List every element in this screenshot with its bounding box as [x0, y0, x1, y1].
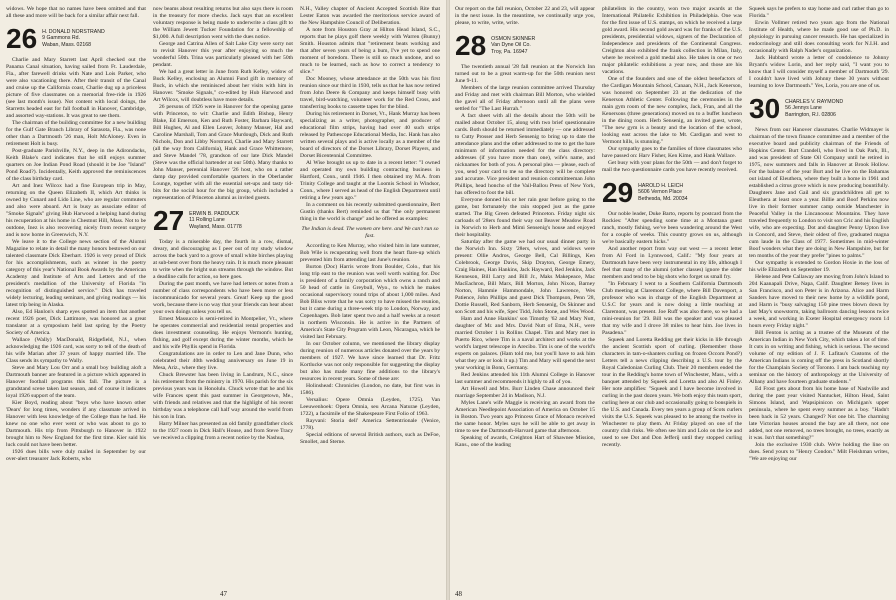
class-heading	[455, 30, 595, 61]
column-paragraph: Bill Fenton is acting as a trustee of the Museum of the American Indian in New York City, which takes a lot of time. It cuts in on writing and fishing, which is serious. The second volume of my edition of J. F. Lafitau's Customs of the American Indians is coming off the press in Scotland shortly for the Champlain Society of Toronto. I am back teaching my seminar on the history of anthropology at the University of Albany and have fourteen graduate students."	[749, 330, 889, 385]
column-paragraph: Speaking of awards, Creighton Hart of Shawnee Mission, Kans., one of the leading	[455, 435, 595, 448]
column-paragraph: Rayvani: Storia dell' America Settentrionale (Venice, 1778).	[300, 418, 440, 431]
column-paragraph: Congratulations are in order to Len and Jane Dunn, who celebrated their 40th wedding anniversary on June 19 in Mesa, Ariz., where they live.	[153, 351, 293, 371]
class-year-number: 29	[602, 177, 634, 208]
right-column-3	[749, 6, 889, 594]
column-paragraph: The chairman of the building committee for a new building for the Gulf Gate Branch Library of Sarasota, Fla., was none other than a Dartmouth '26 man, Holt McAloney. Even in retirement Holt is busy.	[6, 120, 146, 147]
right-column-2	[602, 6, 742, 594]
page-number-left: 47	[220, 590, 227, 598]
column-paragraph: One of the founders and one of the oldest benefactors of the Cardigan Mountain School, Canaan, N.H., Jack Kenerson, was honored on September 23 at the dedication of the Kenerson Athletic Center. Following the ceremonies in the main gym room of the new complex, Jack, Fran, and all the Kenersons (three generations) moved on to a buffet luncheon in the dining room. Herb Sensenig, an invited guest, wrote, "The new gym is a beauty and the location of the school, looking east across the lake to Mt. Cardigan and west to Vermont hills, is stunning."	[602, 76, 742, 145]
column-paragraph: Our sympathy is extended to Gordon Hoxie in the loss of his wife Elizabeth on September 19.	[749, 260, 889, 273]
column-paragraph: Red Jenkins attended his 11th Alumni College in Hanover last summer and recommends it highly to all of you.	[455, 372, 595, 385]
class-secretary-address	[189, 208, 242, 230]
right-page	[449, 0, 896, 600]
secretary-city: Troy, Pa. 16947	[491, 48, 528, 55]
left-column-2	[153, 6, 293, 594]
class-year-number: 26	[6, 23, 38, 54]
column-paragraph: Squeek and Loretta Redding get their kicks in life through the ancient Scottish sport of curling. (Remember those characters in tam-o-shanters curling on frozen Occom Pond?) Letters tell a news clipping describing a U.S. tour by the Royal Caledonian Curling Club. Their 20 members ended the tour in the Redding's home town of Winchester, Mass., with a banquet attended by Squeek and Loretta and also Al Finley. Her note amplifies: "Squeek and I have become involved in curling in the past dozen years. We both enjoy this team sport, curling here at our club and occasionally going to bonspiels in the U.S. and Canada. Every ten years a group of Scots curlers visits the U.S. Squeek was pleased to be among the twelve in Winchester to play them. At Friday played on one of the country club rinks. We often see him and Lolo on the ice and used to see Dot and Don Jefferij until they stopped curling recently.	[602, 337, 742, 448]
column-paragraph: Our sympathy goes to the families of three classmates who have passed on: Harv Fisher, Ken Kime, and Hank Wallace.	[602, 146, 742, 159]
column-paragraph: Versalius: Opere Omnia (Leyden, 1725). Van Leeuwenhoek: Opera Omnia, seu Arcana Naturae (Leyden, 1722), a facsimile of the Shakespeare First Folio of 1963.	[300, 397, 440, 417]
column-paragraph: Myles Lane's wife Maggie is receiving an award from the American Needlepoint Association of America on October 15 in Boston. Two years ago Princess Grace of Monaco received the same honor. Myles says he will be able to get away in time to see the Dartmouth-Harvard game that afternoon.	[455, 400, 595, 434]
secretary-name: ERWIN B. PADDUCK	[189, 211, 240, 217]
column-paragraph: Squeek says he prefers to stay home and curl rather than go to Florida."	[749, 6, 889, 19]
column-paragraph: Art Howell and Mrs. Burr Linden Chase announced their marriage September 24 in Madison, N.J.	[455, 386, 595, 399]
column-paragraph: We had a great letter in June from Ruth Kelley, widow of Buck Kelley, enclosing an Alumni Fund gift in memory of Buck, in which she reminisced about her visits with him in Hanover. "Smoke Signals," co-edited by Hub Harwood and Art Wilcox, will doubtless have more details.	[153, 69, 293, 103]
secretary-street: 9 Gammons Rd.	[42, 35, 80, 42]
column-paragraph: Join the exclusive 1930 club. We're holding the line on dues. Send yours to "Henry Condon." Milt Fleishman writes, "We are enjoying our	[749, 442, 889, 462]
class-year-number: 28	[455, 30, 487, 61]
column-paragraph: And another report from way out west — a recent letter from Al Ford in Lynnwood, Calif.: "My four years at Dartmouth have been very instrumental in my life, although I feel that many of the alumni (other classes) ignore the older members and tend to be big shots who forget us small fry.	[602, 246, 742, 280]
column-paragraph: Our noble leader, Duke Barto, reports by postcard from the Rockies: "After spending some time at a Montana guest ranch, mostly fishing, we've been wandering around the West for a couple of weeks. This country grows on us, although we're basically eastern hicks."	[602, 211, 742, 245]
column-paragraph: widows. We hope that no names have been omitted and that all these and more will be back for a similar affair next fall.	[6, 6, 146, 19]
secretary-street: 56 Jennys Lane	[785, 105, 822, 112]
class-year-number: 30	[749, 93, 781, 124]
column-paragraph: "In February I went to a Southern California Dartmouth Club meeting at Claremont College, where Bill Davenport, a professor who was in charge of the English Department at U.S.C for years and is now doing a little teaching at Claremont, was present. Joe Ruff was also there, so we had a mini-reunion for '29. Bill was the speaker and was pleased that my wife and I drove 38 miles to hear him. Joe lives in Pasadena."	[602, 281, 742, 336]
column-paragraph: Everyone donned his or her rain gear before going to the game, but fortunately the rain stopped just as the game started. The Big Green defeated Princeton. Friday night six carloads of '28ers found their way out Beaver Meadow Road in Norwich to Herb and Mimi Sensenig's house and enjoyed their hospitality.	[455, 197, 595, 238]
right-column-1	[455, 6, 595, 594]
column-paragraph: We leave it to the College news section of the Alumni Magazine to relate in detail the many honors bestowed on our talented classmate Dick Eberhart. 1926 is very proud of Dick for his accomplishments, such as winner in the poetry category of this year's National Book Awards by the American Academy and Institute of Arts and Letters and of the president's medallion of the University of Florida "in recognition of distinguished service." Dick has traveled widely lecturing, leading seminars, and giving readings — his latest trip being in Alaska.	[6, 239, 146, 308]
column-paragraph: Today is a miserable day, the fourth in a row, dismal, dreary, and discouraging as I peer out of my study window across the back yard to a grove of small white birches playing at sub-bent over from the heavy rain. It is much more pleasant to write when the bright sun streams through the window. But a deadline calls for action, so here goes.	[153, 239, 293, 280]
right-columns	[455, 6, 890, 594]
quoted-verse: The Indian is dead. The women are here. and We can't run so fast.	[301, 226, 439, 239]
class-secretary-address	[785, 96, 843, 118]
column-paragraph: George and Catrina Allen of Salt Lake City were sorry not to revisit Hanover this year after enjoying so much the wonderful 50th. Trina was particularly pleased with her 50th pendant.	[153, 41, 293, 68]
secretary-city: Barrington, R.I. 02806	[785, 111, 836, 118]
class-secretary-address	[491, 33, 535, 55]
column-paragraph: Charlie and Mary Starrett last April checked out the Panama Canal situation, having sailed from Ft. Lauderdale, Fla., after farewell drinks with Nate and Lois Parker, who were also vacationing there. After their transit of the Canal and cruise up the California coast, Charlie dug up a priceless picture of five classmates on a memorial free-ride in 1926 (see last month's issue). Not content with local doings, the Starretts headed east for fall football in Hanover, Cambridge, and assorted way-stations. It was great to see them.	[6, 57, 146, 119]
column-paragraph: Ernest Massucco is semi-retired in Montpelier, Vt., where he operates commercial and residential rental properties and does investment counseling. He enjoys Vermont's hunting, fishing, and golf except during the winter months, which he and his wife Phyllis spend in Florida.	[153, 316, 293, 350]
secretary-name: CHARLES V. RAYMOND	[785, 99, 844, 105]
column-paragraph: A fact sheet with all the details about the 50th will be mailed about October 15, along with two brief questionnaire cards. Both should be returned immediately — one addressed to Cutty Prosser and Herb Sensenig to bring up to date the attendance plans and the other addressed to me to get the bare minimum of information needed for the class directory: addresses (if you have more than one), wife's name, and nicknames for both of you. A personal plea — please, each of you, send your card to me so the directory will be complete and accurate. Vice president and reunion committeeman John Phillips, head honcho of the Vail-Ballou Press of New York, has offered to foot the bill.	[455, 113, 595, 196]
secretary-street: 11 Rolling Lane	[189, 217, 225, 224]
column-paragraph: Kier Boyd, reading about "boys who have known other 'Dears' for long times, wonders if any classmate arrived in Hanover with less knowledge of the College than he had. He knew no one who ever went or who was about to go to Dartmouth. His trip from Pittsburgh to Hanover in 1922 brought him to New England for the first time. Kier said his luck could not have been better.	[6, 400, 146, 448]
column-paragraph: Get busy with your plans for the 50th — and don't forget to mail the two questionnaire cards you have recently received.	[602, 160, 742, 173]
column-paragraph: Burton (Doc) Harris wrote from Boulder, Colo., that his long trip east to the reunion was well worth waiting for. Doc is president of a family corporation which owns a ranch and 50 head of cattle in Greybull, Wyo., to which he makes occasional supervisory round trips of about 1,000 miles. And Bob Bliss wrote that he was sorry to have missed the reunion, but it came during a three-week trip to London, Norway, and Copenhagen. Bob later spent two and a half weeks at a resort in northern Wisconsin. He is active in the Partners of America's State City Program with Leon, Nicaragua, which he visited last February.	[300, 264, 440, 340]
left-columns	[6, 6, 441, 594]
column-paragraph: In our October column, we mentioned the library display during reunion of numerous articles donated over the years by members of 1927. We have since learned that Dr. Fritz Kortlucke was not only responsible for suggesting the display but also has made many fine additions to the library's resources in recent years. Some of these are:	[300, 341, 440, 382]
column-paragraph: Holinshead: Chronicles (London, no date, but first was in 1586).	[300, 383, 440, 396]
column-paragraph: Erwin Vollmer retired two years ago from the National Institute of Health, where he made good use of Ph.D. in physiology in pursuing cancer research. He has specialized in endocrinology and still does consulting work for N.I.H. and occasionally with Ralph Nader's organization.	[749, 20, 889, 54]
column-paragraph: Steve and Mary Lou Orr and a small boy building aloft a Dartmouth banner are featured in a picture which appeared in Hanover football programs this fall. The picture is a grandstand scene taken last season, and of course it indicates loyal 1926 support of the team.	[6, 365, 146, 399]
column-paragraph: Jack Hubbard wrote a letter of condolence to Johnny Bryant's widow Lorin, and her reply said, "I want you to know that I will consider myself a member of Dartmouth '29. I couldn't have lived with Johnny these 30 years without learning to love Dartmouth." Yes, Loria, you are one of us.	[749, 55, 889, 89]
secretary-name: OSMON SKINNER	[491, 36, 536, 42]
class-heading	[6, 23, 146, 54]
class-secretary-address	[42, 26, 105, 48]
column-paragraph: Saturday after the game we had our usual dinner party in the Norwich Inn. Sixty '28ers, wives, and widows were present: Ollie Andros, George Bell, Cal Billings, Ken Colebrook, George Davis, Skip Drayton, George Emery, Craig Haines, Han Hankins, Jack Hayward, Red Jenkins, Jack Kenneson, Bill Larry and Bill Jr., Maks Makepeace, Mac MacEachron, Bill Marx, Bill Morton, John Nixon, Barney Norton, Hammie Hammondale, John Lawrence, Wes Patience, John Phillips and guest Dick Thompson, Penn '28, Dottie Russell, Red Sanborn, Herb Sensenig, Os Skinner and son Scott and his wife, Spec Tidd, John Stone, and Wes Wood.	[455, 239, 595, 315]
left-page	[0, 0, 447, 600]
column-paragraph: Members of the large reunion committee arrived Thursday and Friday and met with chairman Bill Morton, who wielded the gavel all of Friday afternoon until all the plans were settled for "The Last Hurrah."	[455, 85, 595, 112]
column-paragraph: According to Ken Murray, who visited him in late summer, Bob Wile is recuperating well from the heart flare-up which prevented him from attending last June's reunion.	[300, 243, 440, 263]
column-paragraph: During his retirement in Dorset, Vt., Hank Murray has been specializing as a writer, photographer, and producer of educational film strips, having had over 40 such strips released by Pathescope Educational Media, Inc. Hank has also written several plays and is active locally as a member of the board of directors of the Dorset Library, Dorset Players, and Dorset Bicentennial Committee.	[300, 111, 440, 159]
column-paragraph: News from our Hanover classmates. Charlie Widmayer is chairman of the town finance committee and a member of the executive board and publicity chairman of the Friends of Hopkins Center. Burt Crandell, who lived in Oak Park, Ill., and was president of State Oil Company until he retired in 1975, now summers and falls in Hanover at Brook Hollow. For the balance of the year Burt and he live on the Bahamas out island of Eleuthera, where they built a home in 1961 and established a citrus grove which is now producing bountifully. Daughters Jane and Gail and six grandchildren all get to Eleuthera at least once a year. Billie and Boof Perkins now live in their former summer camp outside Manchester in Peaceful Valley in the Lincanoosuc Mountains. They have traveled frequently to London to visit son Cric and his English wife, who are expecting. Dot and daughter Penny Upton live in Concord, and Steve, their oldest of five, graduated magna cum laude in the Class of 1977. Sometimes in mid-winter Boof wonders what they are doing in New Hampshire, but for ten months of the year they prefer "pines to palms."	[749, 127, 889, 259]
left-column-3	[300, 6, 440, 594]
secretary-name: H. DONALD NORSTRAND	[42, 29, 105, 35]
column-paragraph: Helene and Pete Callaway are moving from John's Island to 204 Kaanapali Drive, Napa, Calif. Daughter Betsey lives in San Francisco, and son Peter is in Arizona. Alice and Harm Sanders have moved to their new home by a wildlife pond, and Harm is "busy salvaging 150 pine trees blown down by last May's snowstorm, taking ballroom dancing lessons twice a week, and working in Exeter Hospital emergency room 14 hours every Friday night."	[749, 274, 889, 329]
secretary-name: HAROLD H. LEICH	[638, 183, 684, 189]
secretary-street: 5606 Vernon Place	[638, 189, 682, 196]
column-paragraph: N.H., Valley chapter of Ancient Accepted Scottish Rite that Lester Eaton was awarded the meritorious service award of the New Hampshire Council of Deliberation.	[300, 6, 440, 26]
left-column-1	[6, 6, 146, 594]
column-paragraph: Special editions of several British authors, such as DeFoe, Smollet, and Sterne.	[300, 432, 440, 445]
column-paragraph: Our report on the fall reunion, October 22 and 23, will appear in the next issue. In the meantime, we continually urge you, please, to write, write, write.	[455, 6, 595, 26]
column-paragraph: Ed Frost gets about from his home base of Nashville and during the past year visited Nantucket, Hilton Head, Saint Simons Island, and Wapsipinicon on Michigan's upper peninsula, where he spent every summer as a boy. "Hadn't been back in 52 years. Changed? Not one bit. The charming late Victorian houses around the bay are all there, not one added, not one removed, no trees brought, no trees, exactly as it was. Isn't that something?"	[749, 386, 889, 441]
column-paragraph: Harry Milner has presented an old family grandfather clock to the 1927 room in Dick Hall's House, and from Steve Tracy we received a clipping from a recent notice by the Nashua,	[153, 421, 293, 441]
class-secretary-address	[638, 180, 687, 202]
column-paragraph: Chuck Brewster has been living in Landrum, N.C., since his retirement from the ministry in 1970. His parish for the six previous years was in Honolulu. Chuck wrote that he and his wife Frances spent this past summer in Georgetown, Me., with friends and relatives and that the highlight of his recent birthday was a telephone call half way around the world from his son in Iran.	[153, 372, 293, 420]
column-paragraph: philatelists in the country, won two major awards at the International Philatelic Exhibition in Philadelphia. One was for the first issue of U.S. stamps, on which he received a large gold award. His second gold award was for franks of the U.S. presidents, presidential widows, signers of the Declaration of Independence and presidents of the Continental Congress. Creighton also exhibited the frank collection in Milan, Italy, where he received a gold medal also. He takes in one or two major philatelic exhibitions a year now, and those are his vacations.	[602, 6, 742, 75]
class-heading	[749, 93, 889, 124]
secretary-street: Van Dyne Oil Co.	[491, 42, 531, 49]
secretary-city: Bethesda, Md. 20034	[638, 195, 688, 202]
column-paragraph: Al Wise brought us up to date in a recent letter: "I owned and operated my own building contracting business in Hartford, Conn., until 1946. I then obtained my M.A. from Trinity College and taught at the Loomis School in Windsor, Conn., where I served as head of the English Department until retiring a few years ago."	[300, 160, 440, 201]
column-paragraph: 26 persons of 1926 were in Hanover for the opening game with Princeton, to wit: Charlie and Edith Bishop, Henry Blake, Ed Emerson, Ken and Ruth Foster, Barbara Hayward, Bill Hughes, Al and Ellen Leaver, Johnny Manser, Hal and Caroline Marshall, Tom and Grace Murdough, Dick and Ruth Nichols, Don and Libby Norstrand, Charlie and Mary Starrett (all the way from California), Hank and Grace Whittemore, and Steve Mandel '78, grandson of our late Dick Mandel (Steve was the official bartender at our 50th). Many thanks to John Manser, perennial Hanover '26 host, who on a rather damp day provided comfortable quarters in the Oberlander Lounge, together with all the essential set-ups and tasty tid-bits for the social hour for the big group, which included a representation of Princeton alumni as invited guests.	[153, 104, 293, 201]
column-paragraph: Art and Inez Wilcox had a fine European trip in May, returning on the Queen Elizabeth II, which Art thinks is owned by Cunard and Lido Line, who are regular commuters and also were aboard. Art is busy as associate editor of "Smoke Signals" giving Hub Harwood a helping hand during his recuperation at his home in Chestnut Hill, Mass. Not to be outdone, Inez is also recovering nicely from recent surgery and is now home in Greenwich, N.Y.	[6, 183, 146, 238]
secretary-city: Waban, Mass. 02168	[42, 41, 91, 48]
column-paragraph: A note from Houston Gray at Hilton Head Island, S.C., reports that he plays golf there weekly with Warren (Bunny) Smith. Houston admits that "retirement beats working and that after seven years of being a bum, I've yet to spend one moment of boredom. There is still so much undone, and so much to be learned, such as how to correct a tendency to slice."	[300, 27, 440, 75]
column-paragraph: 1926 dues bills were duly mailed in September by our over-alert treasurer Jack Roberts, who	[6, 449, 146, 462]
column-paragraph: In a comment on his recently submitted questionnaire, Bert Gustin (thanks Bert) reminded us that "the only permanent thing in the world is change" and he offered as examples:	[300, 202, 440, 222]
class-heading	[602, 177, 742, 208]
page-number-right: 48	[455, 590, 462, 598]
class-year-number: 27	[153, 205, 185, 236]
column-paragraph: Also, Ed Hanlon's sharp eyes spotted an item that another recent 1926 poet, Dick Lattimore, was honored as a great translator at a symposium held last spring by the Poetry Society of America.	[6, 309, 146, 336]
class-heading	[153, 205, 293, 236]
column-paragraph: Doc Mooney, whose attendance at the 50th was his first reunion since our third in 1930, tells us that he has now retired from John Deere & Company and keeps himself busy with travel, bird-watching, volunteer work for the Red Cross, and transferring books to cassette tapes for the blind.	[300, 76, 440, 110]
column-paragraph: Post-graduate Parishville, N.Y., deep in the Adirondacks, Keith Blake's card indicates that he still enjoys summer quarters on Joe Indian Pond Road (should it be Joe "Island" Pond Road?). Incidentally, Keith approved the reminiscences of the class birthday card.	[6, 148, 146, 182]
column-paragraph: Ham and Anne Hankins' son Timothy '62 and Mary Nutt, daughter of Mr. and Mrs. David Nutt of Etna, N.H., were married October 1 in Rollins Chapel. Tim and Mary met in Puerto Rico, where Tim is a naval architect and works at the world's largest telescope in Arecibo. Tim is one of the world's experts on palaces. (Ham told me, but you'll have to ask him what they are or look it up.) Tim and Mary will spend the next year working in Bonn, Germany.	[455, 316, 595, 371]
secretary-city: Wayland, Mass. 01778	[189, 223, 242, 230]
column-paragraph: The twentieth annual '28 fall reunion at the Norwich Inn turned out to be a great warm-up for the 50th reunion next June 9-11.	[455, 64, 595, 84]
column-paragraph: Wallace (Wally) MacDonald, Ridgefield, N.J., when acknowledging the 1926 card, was sorry to tell of the death of his wife Marian after 37 years of happy married life. The Class sends its sympathy to Wally.	[6, 337, 146, 364]
column-paragraph: now beams about resulting returns but also says there is room in the treasury for more checks. Jack says that an excellent voluntary response is being made to underwrite a class gift to the William Jewett Tucker Foundation for a fellowship of $1,000. A full description went with the dues notice.	[153, 6, 293, 40]
column-paragraph: During the past month, we have had letters or notes from a number of class correspondents who have been more or less incommunicado for several years. Great! Keep up the good work, because there is no way that your friends can hear about your own doings unless you tell us.	[153, 281, 293, 315]
